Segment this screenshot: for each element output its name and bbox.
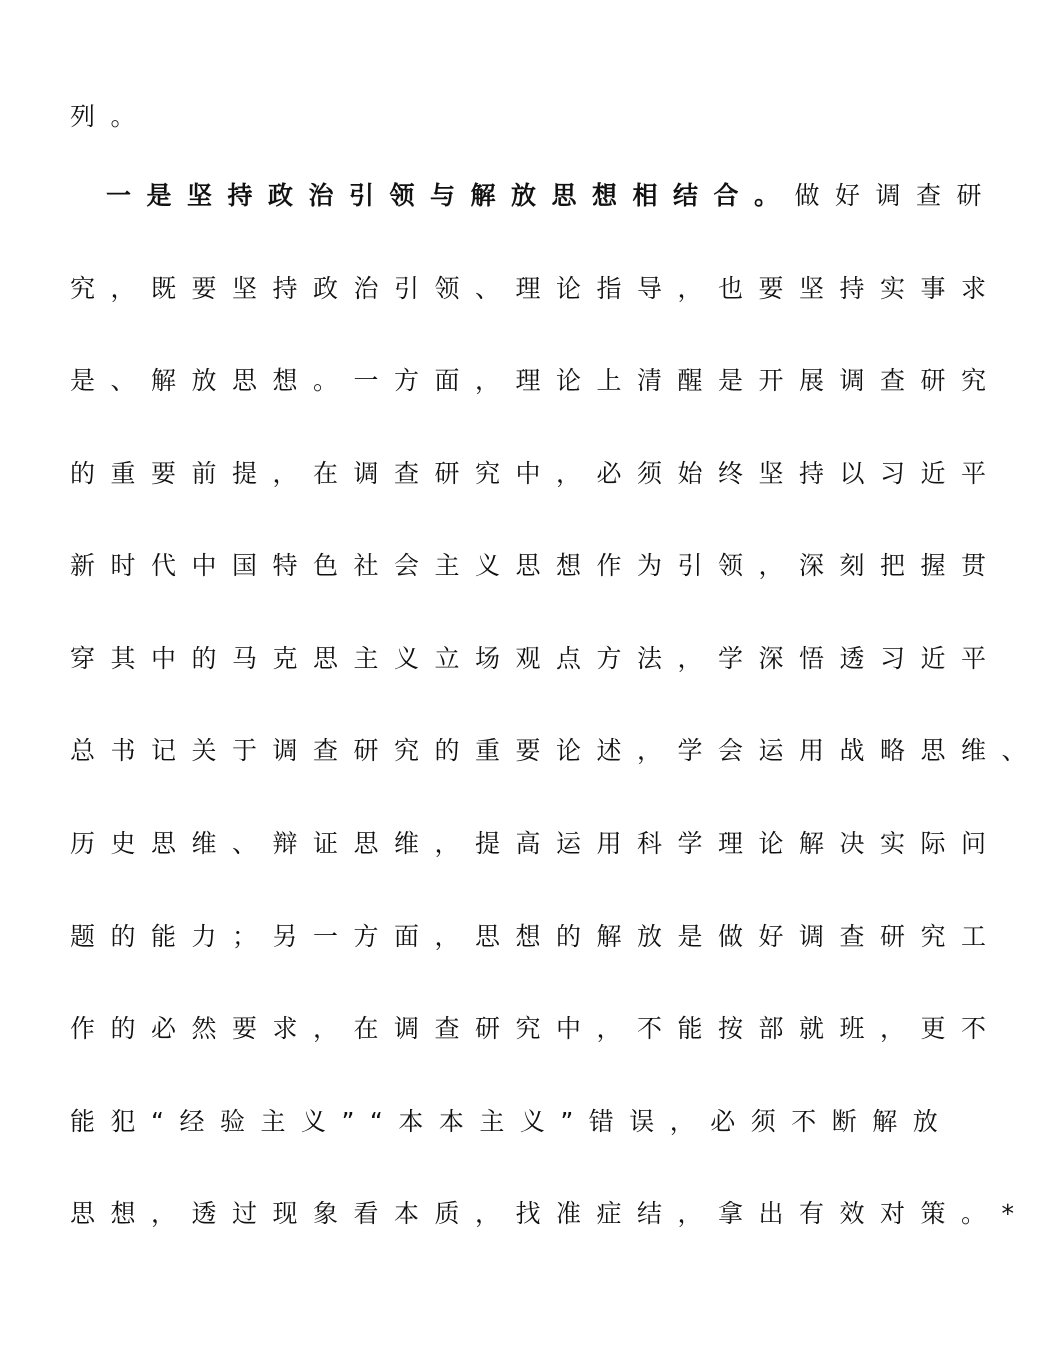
text-line-8: 总书记关于调查研究的重要论述，学会运用战略思维、 — [70, 736, 1042, 765]
text-line-13: 思想，透过现象看本质，找准症结，拿出有效对策。* — [70, 1199, 1030, 1228]
paragraph-lead-text: 做好调查研 — [794, 181, 998, 210]
text-line-5: 的重要前提，在调查研究中，必须始终坚持以习近平 — [70, 459, 1002, 488]
text-line-12: 能犯“经验主义”“本本主义”错误，必须不断解放 — [70, 1107, 954, 1136]
text-line-6: 新时代中国特色社会主义思想作为引领，深刻把握贯 — [70, 551, 1002, 580]
section-heading: 一是坚持政治引领与解放思想相结合。 — [106, 181, 795, 210]
text-line-1: 列。 — [70, 102, 152, 131]
text-line-10: 题的能力；另一方面，思想的解放是做好调查研究工 — [70, 922, 1002, 951]
text-line-4: 是、解放思想。一方面，理论上清醒是开展调查研究 — [70, 366, 1002, 395]
text-line-7: 穿其中的马克思主义立场观点方法，学深悟透习近平 — [70, 644, 1002, 673]
paragraph-first-line — [106, 179, 998, 213]
text-line-9: 历史思维、辩证思维，提高运用科学理论解决实际问 — [70, 829, 1002, 858]
text-line-11: 作的必然要求，在调查研究中，不能按部就班，更不 — [70, 1014, 1002, 1043]
text-line-3: 究，既要坚持政治引领、理论指导，也要坚持实事求 — [70, 274, 1002, 303]
